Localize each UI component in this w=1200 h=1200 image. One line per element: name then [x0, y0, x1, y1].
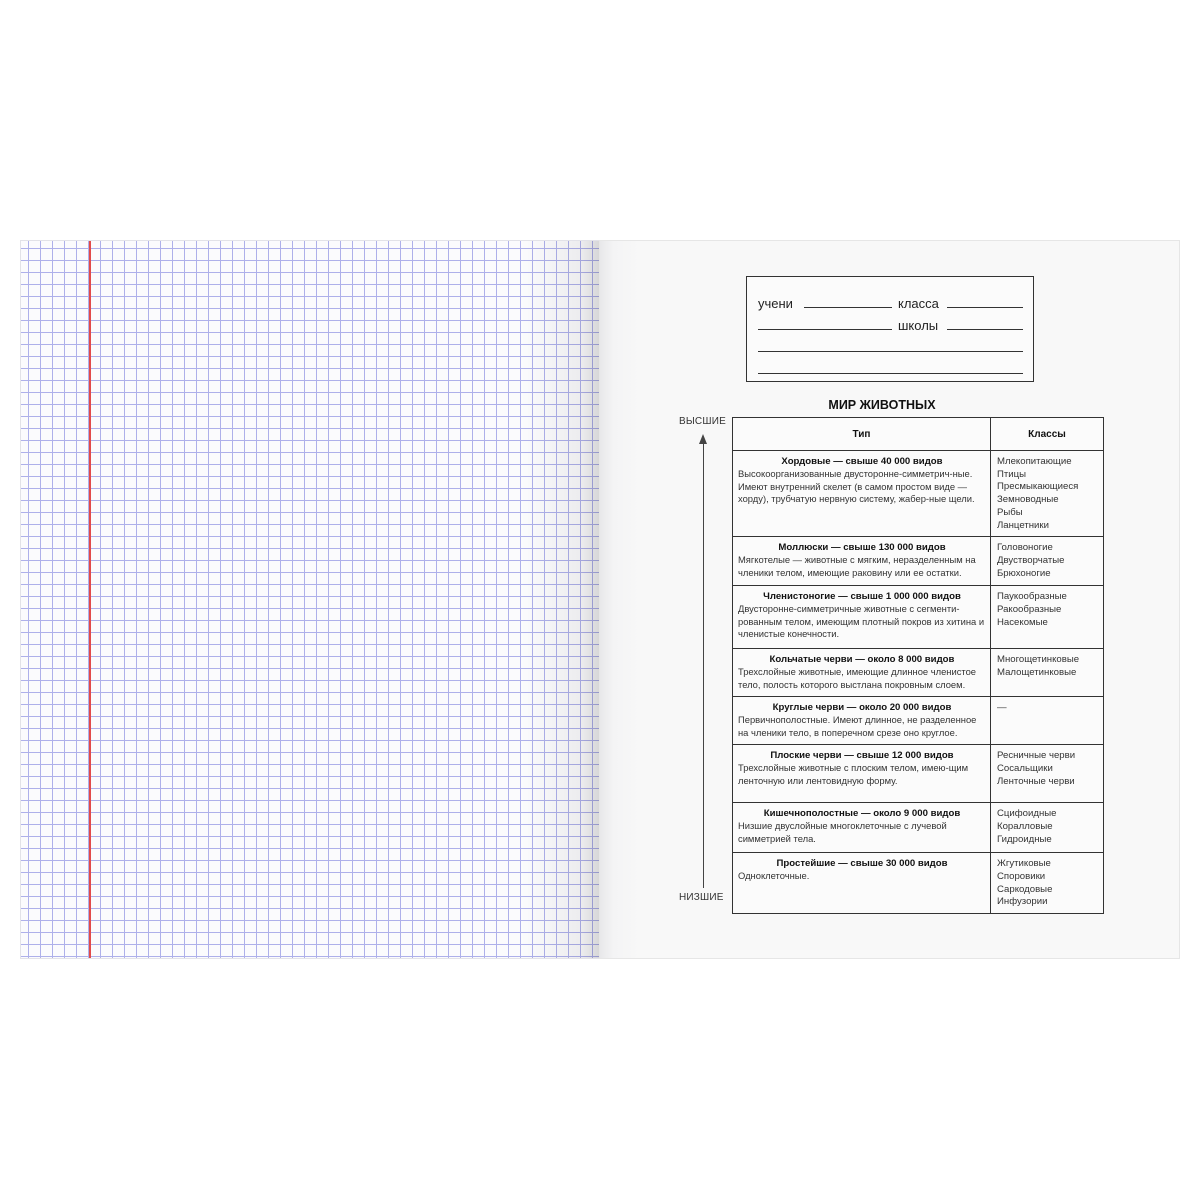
class-item: Земноводные — [997, 494, 1059, 506]
class-item: Ленточные черви — [997, 775, 1075, 787]
table-row — [733, 697, 1104, 745]
class-item: Жгутиковые — [997, 858, 1051, 870]
student-word: учени — [758, 296, 793, 311]
table-row — [733, 451, 1104, 537]
margin-line — [89, 241, 91, 958]
class-line — [947, 307, 1023, 308]
classes-cell — [991, 537, 1104, 586]
class-word: класса — [898, 296, 939, 311]
type-name: Плоские черви — свыше 12 000 видов — [770, 750, 954, 762]
type-cell — [733, 745, 991, 803]
table-row — [733, 745, 1104, 803]
axis-bottom-label: НИЗШИЕ — [679, 892, 724, 903]
table-row — [733, 586, 1104, 649]
type-cell — [733, 697, 991, 745]
class-item: — — [997, 702, 1007, 714]
type-description: Низшие двуслойные многоклеточные с лучевой симметрией тела. — [738, 820, 947, 844]
name-line-2 — [758, 373, 1023, 374]
type-cell — [733, 537, 991, 586]
class-item: Гидроидные — [997, 833, 1052, 845]
class-item: Брюхоногие — [997, 567, 1051, 579]
type-name: Хордовые — свыше 40 000 видов — [781, 456, 943, 467]
left-page-grid — [21, 241, 600, 958]
school-word: школы — [898, 318, 939, 333]
class-item: Головоногие — [997, 542, 1053, 554]
type-cell — [733, 586, 991, 649]
class-item: Паукообразные — [997, 591, 1067, 603]
type-description: Трехслойные животные, имеющие длинное членистое тело, полость которого выстлана покровным слоем. — [738, 666, 977, 690]
axis-arrow-line — [703, 442, 704, 888]
class-item: Насекомые — [997, 616, 1048, 628]
type-description: Первичнополостные. Имеют длинное, не разделенное на членики тело, в поперечном срезе оно круглое. — [738, 714, 977, 738]
type-cell — [733, 649, 991, 697]
type-description: Мягкотелые — животные с мягким, неразделенным на членики телом, имеющие раковину или ее остатки. — [738, 554, 976, 578]
class-item: Двустворчатые — [997, 554, 1065, 566]
type-cell — [733, 451, 991, 537]
school-number-line — [758, 329, 892, 330]
animals-table — [732, 417, 1104, 914]
type-name: Моллюски — свыше 130 000 видов — [778, 542, 946, 554]
class-item: Малощетинковые — [997, 666, 1077, 678]
class-item: Саркодовые — [997, 883, 1053, 895]
classes-cell — [991, 649, 1104, 697]
class-item: Сцифоидные — [997, 808, 1057, 820]
class-item: Сосальщики — [997, 762, 1053, 774]
type-name: Кишечнополостные — около 9 000 видов — [763, 808, 961, 820]
classes-cell — [991, 697, 1104, 745]
type-name: Круглые черви — около 20 000 видов — [772, 702, 952, 714]
table-title: МИР ЖИВОТНЫХ — [828, 398, 936, 412]
type-name: Кольчатые черви — около 8 000 видов — [769, 654, 955, 666]
class-item: Ланцетники — [997, 519, 1049, 531]
header-classes: Классы — [991, 418, 1104, 451]
axis-top-label: ВЫСШИЕ — [679, 416, 726, 427]
table-row — [733, 537, 1104, 586]
classes-cell — [991, 586, 1104, 649]
class-item: Пресмыкающиеся — [997, 481, 1079, 493]
class-item: Ресничные черви — [997, 750, 1076, 762]
classes-cell — [991, 803, 1104, 853]
type-description: Двусторонне-симметричные животные с сегменти-рованным телом, имеющим плотный покров из хитина и членистые конечности. — [738, 603, 985, 640]
header-type: Тип — [733, 418, 991, 451]
class-item: Споровики — [997, 870, 1046, 882]
class-item: Рыбы — [997, 506, 1023, 518]
table-row — [733, 803, 1104, 853]
school-line — [947, 329, 1023, 330]
type-cell — [733, 853, 991, 914]
table-row — [733, 649, 1104, 697]
type-description: Трехслойные животные с плоским телом, имею-щим ленточную или лентовидную форму. — [738, 762, 969, 786]
student-line — [804, 307, 892, 308]
classes-cell — [991, 451, 1104, 537]
type-description: Высокоорганизованные двусторонне-симметрич-ные. Имеют внутренний скелет (в самом простом виде — хорду), трубчатую нервную систему, жабер-ные щели. — [738, 468, 975, 505]
class-item: Многощетинковые — [997, 654, 1080, 666]
type-name: Членистоногие — свыше 1 000 000 видов — [763, 591, 961, 603]
table-body — [733, 451, 1104, 914]
table-row — [733, 853, 1104, 914]
class-item: Ракообразные — [997, 603, 1062, 615]
name-line-1 — [758, 351, 1023, 352]
type-cell — [733, 803, 991, 853]
class-item: Млекопитающие — [997, 456, 1072, 467]
classes-cell — [991, 745, 1104, 803]
type-description: Одноклеточные. — [738, 870, 810, 882]
type-name: Простейшие — свыше 30 000 видов — [776, 858, 948, 870]
class-item: Птицы — [997, 468, 1027, 480]
class-item: Коралловые — [997, 820, 1053, 832]
class-item: Инфузории — [997, 896, 1048, 908]
classes-cell — [991, 853, 1104, 914]
